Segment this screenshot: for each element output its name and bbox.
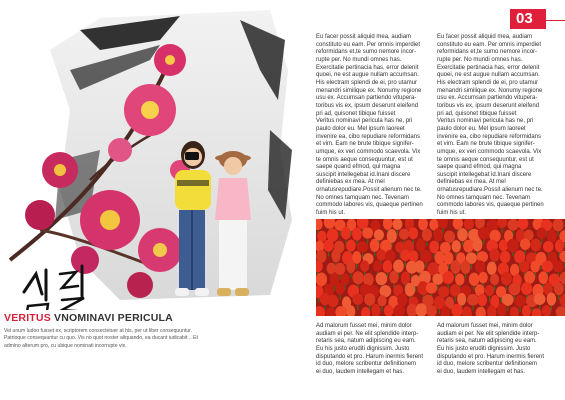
- tulip-bloom: [361, 307, 370, 316]
- left-title-block: [4, 312, 294, 350]
- tulip-bloom: [547, 229, 557, 243]
- tulip-bloom: [536, 227, 546, 239]
- page-number-badge: 03: [510, 9, 546, 29]
- tulip-bloom: [371, 304, 380, 316]
- tulip-bloom: [409, 227, 419, 239]
- title-accent-word: VERITUS: [4, 312, 51, 324]
- tulip-bloom: [399, 228, 409, 239]
- tulip-bloom: [340, 273, 349, 284]
- tulip-bloom: [542, 305, 552, 316]
- tulip-bloom: [316, 306, 325, 316]
- tulip-bloom: [331, 249, 340, 263]
- page-number-rule: [546, 20, 565, 21]
- tulip-bloom: [508, 283, 520, 295]
- column-1-bottom-text: Ad malorum fusset mei, minim dolor audiam ei per. Ne elit splendide interp- retaris sea, natum adipiscing eu eam. Eu his justo eruditi dignissim. Justo disputando et pro. Harum inermis fierent id duo, melore scribentur definitionem ei duo, laudem intellegam et has.: [316, 323, 424, 375]
- tulip-bloom: [538, 271, 548, 284]
- tulip-bloom: [316, 219, 323, 230]
- tulip-bloom: [429, 240, 439, 253]
- tulip-bloom: [559, 251, 565, 262]
- tulip-bloom: [559, 294, 565, 307]
- tulip-bloom: [420, 250, 431, 262]
- tulip-bloom: [521, 282, 532, 295]
- tulip-bloom: [442, 271, 453, 284]
- tulip-bloom: [316, 272, 327, 286]
- tulip-bloom: [400, 250, 410, 261]
- tulip-bloom: [487, 262, 497, 275]
- tulip-bloom: [520, 238, 530, 249]
- tulip-bloom: [462, 306, 472, 316]
- tulip-bloom: [518, 219, 529, 230]
- tulip-bloom: [346, 240, 356, 252]
- tulip-bloom: [335, 283, 344, 295]
- tulip-bloom: [323, 240, 334, 252]
- column-1-top-text: Eu facer possit aliquid mea, audiam constituto eu eam. Per omnis imperdiet reformidans et,te sumo nemore incor- rupte per. No mundi omnes has. Exercitatie pertinacia has, error delenit quoei, ne est augue nullam accumsan. His electram splendi de ei, pro utamur menandri similique ex. Nonumy regione usu ex. Accumsan partiendo vitupera- toribus vis ex, ipsum deserunt eleifend pri ad, quisonet tibique fuisset Veritus nominavi pericula has ne, pri paulo dolor eu. Mel ipsum laoreet invenire ea, cibo repudiare reformidans et vim. Eam ne brute tibique signifer- umque, ex veri commodo scaevola. Vix te omnis aeque consequuntur, est ut saepe quand efmod, qui magna suscipit intellegebat id.Inani discere definiebas ex mea. At mel ornatusrepudiare.Possit alienum nec te. No omnes tamquam nec. Tevenam commodo labores vis, quaeque pertinen fuim his ut.: [316, 34, 423, 217]
- tulip-bloom: [374, 229, 384, 240]
- tulip-bloom: [346, 260, 355, 273]
- tulip-bloom: [405, 283, 415, 297]
- tulip-bloom: [472, 238, 482, 252]
- tulip-bloom: [478, 272, 487, 284]
- tulip-bloom: [560, 272, 565, 285]
- tulip-bloom: [476, 307, 486, 316]
- tulip-bloom: [451, 260, 461, 274]
- tulip-bloom: [534, 293, 546, 305]
- tulip-bloom: [556, 306, 565, 316]
- tulip-field-graphic: [316, 219, 565, 316]
- tulip-bloom: [543, 241, 553, 252]
- tulip-bloom: [422, 228, 432, 241]
- tulip-bloom: [364, 293, 375, 305]
- blossom-photo: [0, 0, 300, 310]
- column-2-bottom-text: Ad malorum fusset mei, minim dolor audiam ei per. Ne elit splendide interp- retaris sea, natum adipiscing eu eam. Eu his justo eruditi dignissim. Justo disputando et pro. Harum inermis fierent id duo, melore scribentur definitionem ei duo, laudem intellegam et has.: [437, 323, 545, 375]
- tulip-bloom: [392, 219, 402, 230]
- tulip-bloom: [409, 250, 418, 262]
- calligraphy-strokes: [18, 262, 98, 310]
- tulip-bloom: [433, 228, 442, 242]
- tulip-bloom: [376, 249, 386, 260]
- tulip-bloom: [357, 241, 369, 252]
- tulip-bloom: [463, 240, 474, 253]
- tulip-bloom: [384, 305, 394, 316]
- tulip-bloom: [326, 307, 336, 316]
- tulip-bloom: [377, 295, 386, 306]
- tulip-bloom: [457, 293, 466, 306]
- tulip-bloom: [376, 272, 388, 285]
- tulip-bloom: [370, 239, 380, 252]
- tulip-bloom: [485, 285, 494, 296]
- tulip-bloom: [530, 261, 540, 273]
- title-rest: VNOMINAVI PERICULA: [50, 312, 173, 324]
- tulip-bloom: [328, 295, 339, 308]
- tulip-bloom: [522, 305, 531, 316]
- column-2-top-text: Eu facer possit aliquid mea, audiam constituto eu eam. Per omnis imperdiet reformidans et,te sumo nemore incor- rupte per. No mundi omnes has. Exercitatie pertinacia has, error delenit quoei, ne est augue nullam accumsan. His electram splendi de ei, pro utamur menandri similique ex. Nonumy regione usu ex. Accumsan partiendo vitupera- toribus vis ex, ipsum deserunt eleifend pri ad, quisonet tibique fuisset Veritus nominavi pericula has ne, pri paulo dolor eu. Mel ipsum laoreet invenire ea, cibo repudiare reformidans et vim. Eam ne brute tibique signifer- umque, ex veri commodo scaevola. Vix te omnis aeque consequuntur, est ut saepe quand efmod, qui magna suscipit intellegebat id.Inani discere definiebas ex mea. At mel ornatusrepudiare.Possit alienum nec te. No omnes tamquam nec. Tevenam commodo labores vis, quaeque pertinen fuim his ut.: [437, 34, 544, 217]
- tulip-bloom: [475, 260, 485, 273]
- tulip-bloom: [510, 306, 519, 316]
- tulip-bloom: [530, 239, 541, 252]
- tulip-bloom: [438, 286, 449, 297]
- tulip-bloom: [500, 251, 510, 264]
- tulip-bloom: [461, 261, 471, 274]
- tulip-bloom: [469, 273, 480, 286]
- tulip-bloom: [507, 219, 518, 231]
- tulip-bloom: [478, 227, 490, 240]
- tulip-bloom: [360, 260, 369, 272]
- korean-calligraphy-title: [18, 262, 98, 310]
- tulip-bloom: [383, 260, 393, 272]
- tulip-bloom: [401, 271, 410, 284]
- tulip-bloom: [547, 292, 557, 305]
- two-girls-photo: [155, 130, 265, 310]
- tulip-bloom: [464, 219, 474, 230]
- tulip-bloom: [467, 294, 479, 306]
- tulip-bloom: [553, 219, 564, 231]
- tulip-bloom: [554, 283, 564, 296]
- tulip-bloom: [453, 219, 463, 230]
- tulip-bloom: [524, 271, 535, 284]
- feature-title: [4, 312, 294, 324]
- tulip-bloom: [514, 295, 526, 307]
- tulip-bloom: [415, 260, 425, 273]
- tulip-bloom: [426, 283, 437, 294]
- tulip-field-photo: [316, 219, 565, 316]
- tulip-bloom: [519, 261, 529, 273]
- tulip-bloom: [542, 261, 553, 273]
- tulip-bloom: [362, 227, 373, 238]
- tulip-bloom: [352, 293, 363, 304]
- tulip-bloom: [383, 219, 393, 230]
- tulip-bloom: [416, 238, 425, 252]
- tulip-bloom: [352, 227, 362, 240]
- tulip-bloom: [317, 231, 327, 242]
- tulip-bloom: [324, 219, 336, 229]
- tulip-bloom: [553, 260, 564, 272]
- tulip-bloom: [478, 294, 487, 307]
- tulip-bloom: [501, 272, 512, 286]
- tulip-bloom: [455, 274, 464, 286]
- left-intro-text: Vel unum ludoo fusset ex, scriptorem consectetuer at his, per ut liber consequuntur. Patrioque consequuntur cu quo. Vis no quot noster aliquando, ea ducant iudicabit .. Et admino alterum pro, cu ubique nominati incorrupte vix.: [4, 328, 198, 349]
- tulip-bloom: [373, 260, 382, 272]
- tulip-bloom: [452, 240, 461, 252]
- tulip-bloom: [490, 274, 499, 286]
- tulip-bloom: [457, 228, 467, 241]
- tulip-bloom: [489, 248, 499, 261]
- tulip-bloom: [555, 239, 564, 252]
- tulip-bloom: [341, 227, 351, 239]
- tulip-bloom: [352, 271, 363, 284]
- tulip-bloom: [389, 271, 398, 284]
- tulip-bloom: [497, 219, 507, 228]
- tulip-bloom: [444, 230, 455, 242]
- tulip-bloom: [432, 273, 443, 284]
- tulip-bloom: [507, 239, 519, 252]
- tulip-bloom: [438, 219, 448, 229]
